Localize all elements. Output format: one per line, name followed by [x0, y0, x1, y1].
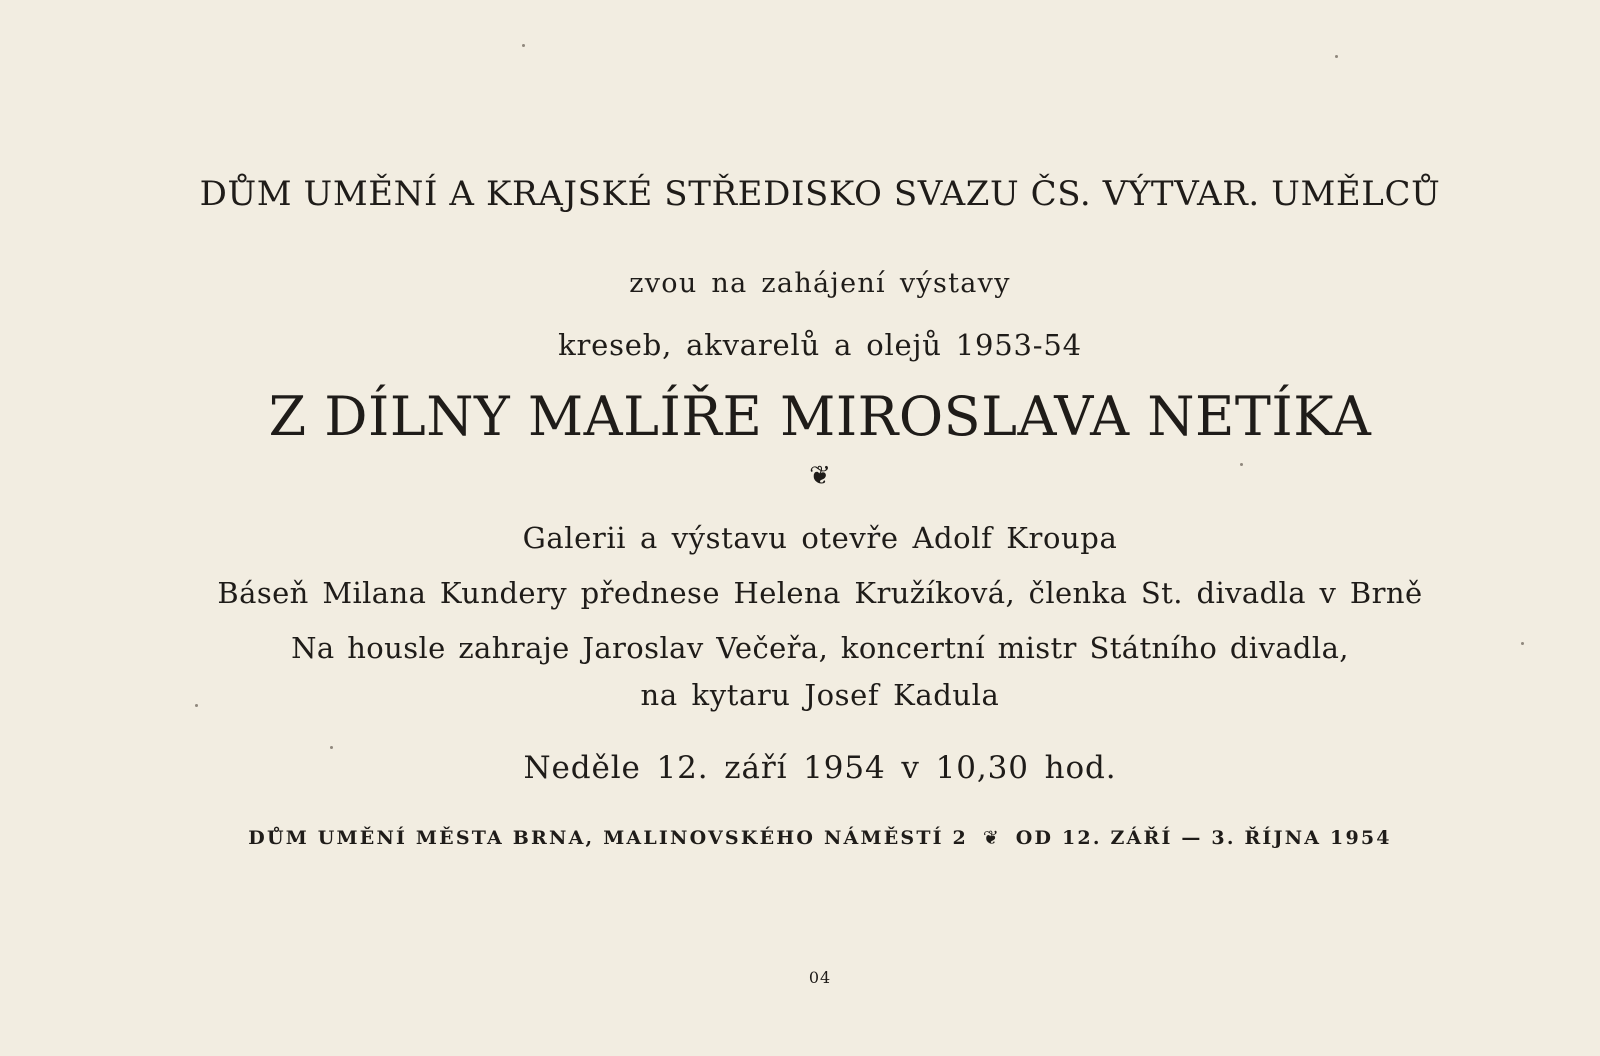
footer-venue: DŮM UMĚNÍ MĚSTA BRNA, MALINOVSKÉHO NÁMĚSTÍ 2: [248, 827, 968, 849]
paper-speck: [330, 746, 333, 749]
invitation-line: zvou na zahájení výstavy: [629, 268, 1011, 299]
organizer-header: DŮM UMĚNÍ A KRAJSKÉ STŘEDISKO SVAZU ČS. VÝTVAR. UMĚLCŮ: [199, 174, 1441, 214]
paper-speck: [195, 704, 198, 707]
program-line-poem: Báseň Milana Kundery přednese Helena Kružíková, členka St. divadla v Brně: [217, 576, 1423, 610]
fleuron-ornament-icon: ❦: [809, 461, 831, 491]
exhibition-subtitle: kreseb, akvarelů a olejů 1953-54: [558, 328, 1082, 362]
paper-speck: [522, 44, 525, 47]
footer-dates: OD 12. ZÁŘÍ — 3. ŘÍJNA 1954: [1015, 827, 1392, 849]
program-line-opening: Galerii a výstavu otevře Adolf Kroupa: [522, 521, 1118, 555]
exhibition-title: Z DÍLNY MALÍŘE MIROSLAVA NETÍKA: [268, 385, 1372, 448]
paper-speck: [1521, 642, 1524, 645]
venue-footer: [0, 829, 1600, 848]
footer-fleuron-icon: ❦: [982, 827, 1001, 849]
event-date-time: Neděle 12. září 1954 v 10,30 hod.: [523, 750, 1117, 786]
program-line-violin: Na housle zahraje Jaroslav Večeřa, koncertní mistr Státního divadla,: [291, 631, 1349, 665]
paper-speck: [1335, 55, 1338, 58]
program-line-guitar: na kytaru Josef Kadula: [640, 678, 1000, 712]
page-number: 04: [808, 968, 832, 987]
paper-speck: [1240, 463, 1243, 466]
